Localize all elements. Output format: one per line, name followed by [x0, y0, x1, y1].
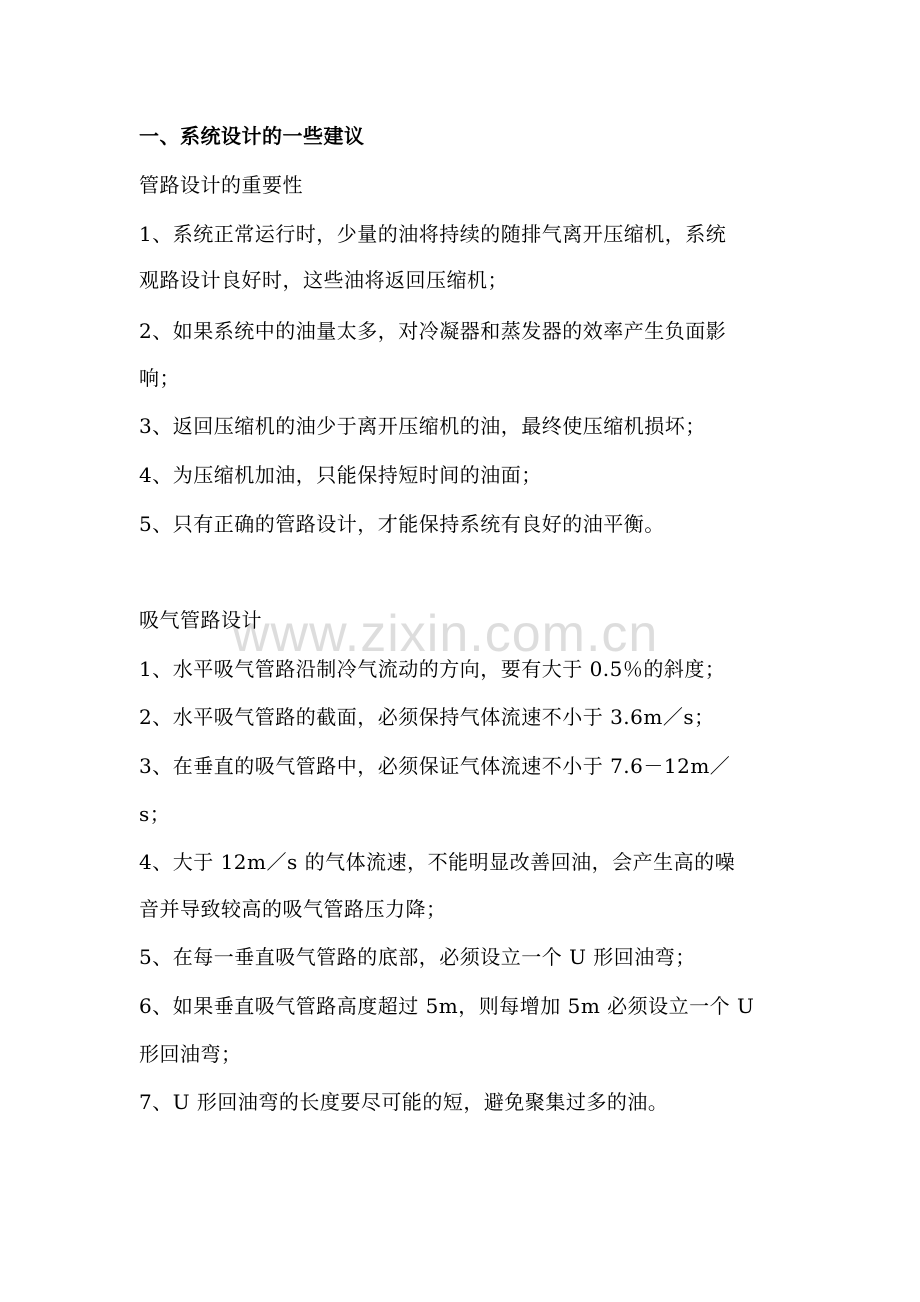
- paragraph-line: 观路设计良好时，这些油将返回压缩机；: [139, 268, 508, 292]
- paragraph-line: 4、为压缩机加油，只能保持短时间的油面；: [139, 463, 542, 487]
- paragraph-line: 3、在垂直的吸气管路中，必须保证气体流速不小于 7.6－12m／: [139, 754, 731, 778]
- paragraph-line: 6、如果垂直吸气管路高度超过 5m，则每增加 5m 必须设立一个 U: [139, 994, 755, 1018]
- paragraph-line: 响；: [139, 366, 180, 390]
- paragraph-line: 2、水平吸气管路的截面，必须保持气体流速不小于 3.6m／s；: [139, 705, 715, 729]
- paragraph-line: 4、大于 12m／s 的气体流速，不能明显改善回油，会产生高的噪: [139, 850, 736, 874]
- paragraph-line: s；: [139, 802, 171, 826]
- paragraph-line: 7、U 形回油弯的长度要尽可能的短，避免聚集过多的油。: [139, 1090, 669, 1114]
- paragraph-line: 1、水平吸气管路沿制冷气流动的方向，要有大于 0.5％的斜度；: [139, 657, 726, 681]
- subsection-title-suction-line: 吸气管路设计: [139, 608, 262, 632]
- watermark: www.zixin.com.cn: [232, 605, 659, 663]
- paragraph-line: 3、返回压缩机的油少于离开压缩机的油，最终使压缩机损坏；: [139, 414, 706, 438]
- paragraph-line: 2、如果系统中的油量太多，对冷凝器和蒸发器的效率产生负面影: [139, 319, 727, 343]
- paragraph-line: 音并导致较高的吸气管路压力降；: [139, 897, 447, 921]
- paragraph-line: 形回油弯；: [139, 1042, 242, 1066]
- subsection-title-pipe-design: 管路设计的重要性: [139, 173, 303, 197]
- paragraph-line: 5、只有正确的管路设计，才能保持系统有良好的油平衡。: [139, 512, 665, 536]
- paragraph-line: 1、系统正常运行时，少量的油将持续的随排气离开压缩机，系统: [139, 222, 727, 246]
- paragraph-line: 5、在每一垂直吸气管路的底部，必须设立一个 U 形回油弯；: [139, 945, 696, 969]
- section-heading: 一、系统设计的一些建议: [139, 124, 365, 148]
